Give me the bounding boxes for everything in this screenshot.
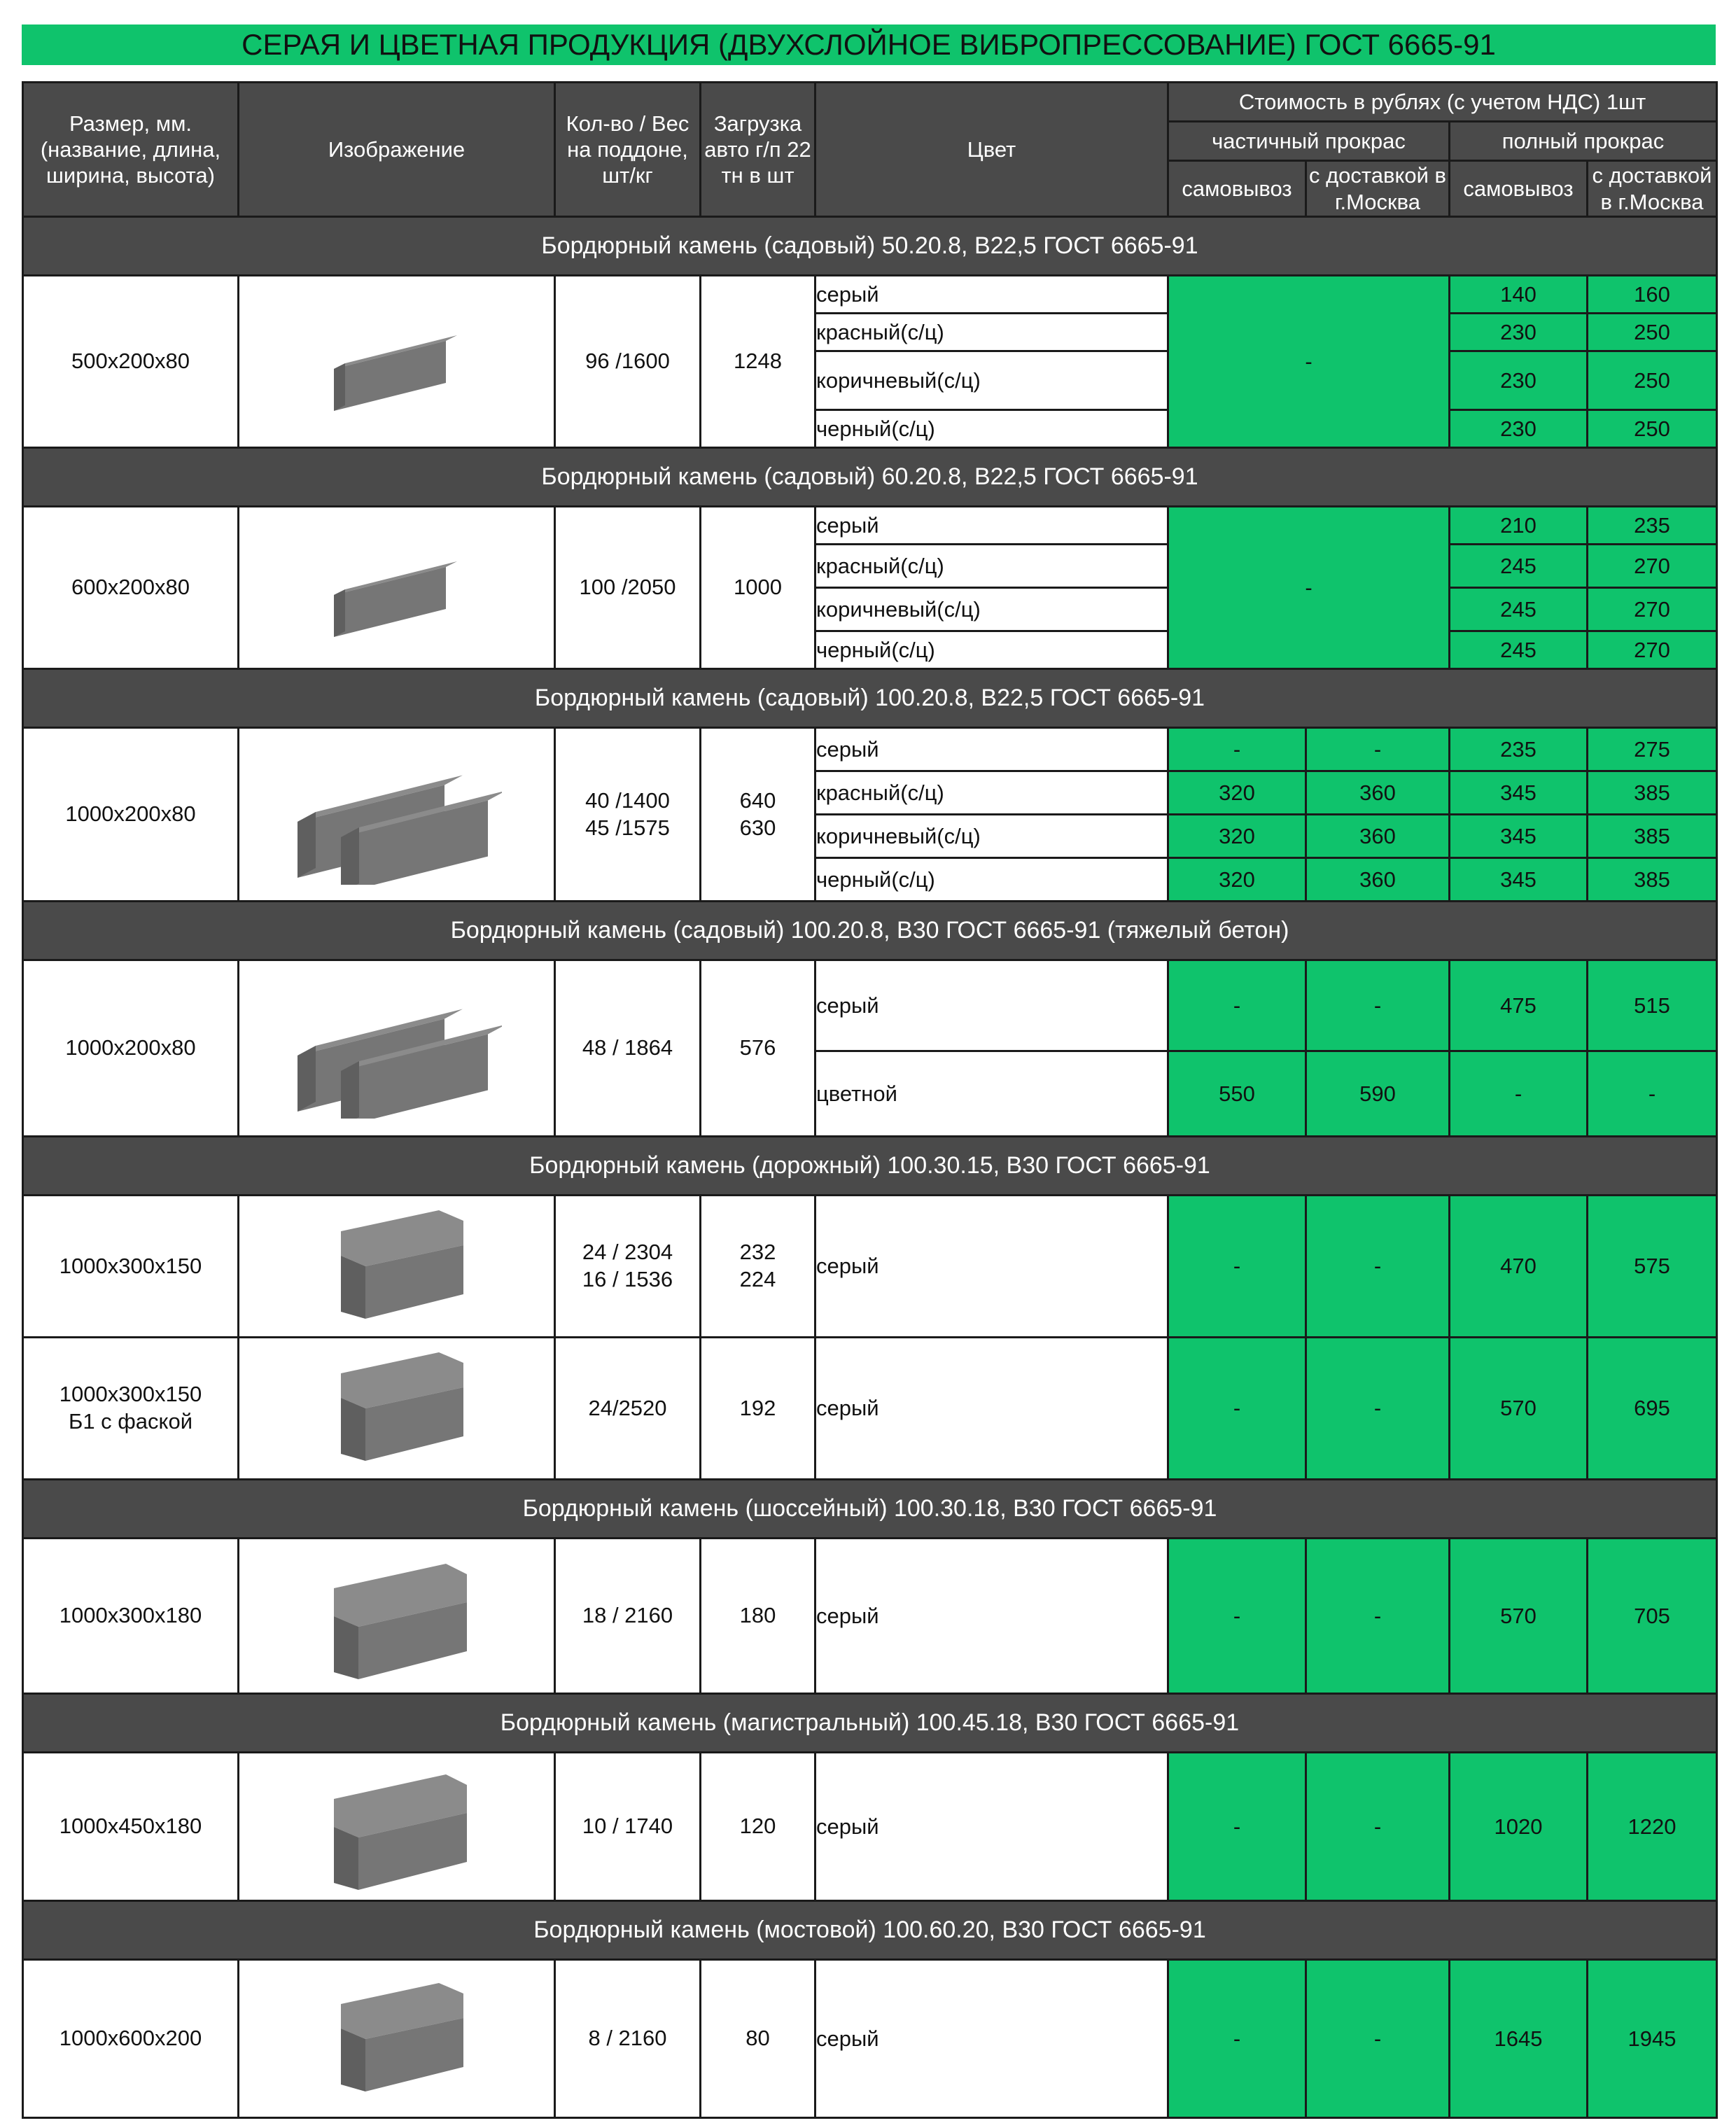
product-qty: 40 /1400 45 /1575 bbox=[555, 728, 701, 902]
road-curb-chamfered-icon bbox=[292, 1196, 502, 1336]
full-delivery-price: - bbox=[1588, 1051, 1717, 1137]
header-full-pickup: самовывоз bbox=[1450, 161, 1588, 217]
page-title: СЕРАЯ И ЦВЕТНАЯ ПРОДУКЦИЯ (ДВУХСЛОЙНОЕ ВИБРОПРЕССОВАНИЕ) ГОСТ 6665-91 bbox=[22, 24, 1716, 65]
product-qty: 100 /2050 bbox=[555, 507, 701, 669]
product-qty: 24 / 2304 16 / 1536 bbox=[555, 1196, 701, 1338]
product-size: 600х200х80 bbox=[23, 507, 239, 669]
color-name: серый bbox=[816, 1539, 1168, 1694]
product-load: 120 bbox=[701, 1753, 816, 1901]
section-title: Бордюрный камень (дорожный) 100.30.15, В30 ГОСТ 6665-91 bbox=[23, 1137, 1717, 1196]
table-row bbox=[23, 1753, 1717, 1901]
section-title: Бордюрный камень (садовый) 100.20.8, В22,5 ГОСТ 6665-91 bbox=[23, 669, 1717, 728]
header-image: Изображение bbox=[239, 83, 555, 217]
header-load: Загрузка авто г/п 22 тн в шт bbox=[701, 83, 816, 217]
header-cost: Стоимость в рублях (с учетом НДС) 1шт bbox=[1168, 83, 1717, 122]
color-name: серый bbox=[816, 1753, 1168, 1901]
full-delivery-price: 250 bbox=[1588, 351, 1717, 410]
full-delivery-price: 235 bbox=[1588, 507, 1717, 545]
full-delivery-price: 385 bbox=[1588, 858, 1717, 902]
partial-pickup-price: 550 bbox=[1168, 1051, 1306, 1137]
color-name: черный(с/ц) bbox=[816, 631, 1168, 669]
full-delivery-price: 1220 bbox=[1588, 1753, 1717, 1901]
color-name: красный(с/ц) bbox=[816, 314, 1168, 351]
partial-delivery-price: - bbox=[1306, 1338, 1450, 1480]
partial-pickup-price: - bbox=[1168, 960, 1306, 1051]
full-delivery-price: 385 bbox=[1588, 815, 1717, 858]
full-pickup-price: 245 bbox=[1450, 545, 1588, 588]
table-row bbox=[23, 507, 1717, 545]
partial-delivery-price: - bbox=[1306, 728, 1450, 771]
curb-stone-single-icon bbox=[292, 292, 502, 432]
partial-delivery-price: 360 bbox=[1306, 771, 1450, 815]
full-delivery-price: 275 bbox=[1588, 728, 1717, 771]
product-image bbox=[239, 1338, 555, 1480]
product-qty: 10 / 1740 bbox=[555, 1753, 701, 1901]
product-size: 500х200х80 bbox=[23, 276, 239, 448]
section-title: Бордюрный камень (садовый) 100.20.8, В30 ГОСТ 6665-91 (тяжелый бетон) bbox=[23, 902, 1717, 960]
product-load: 232 224 bbox=[701, 1196, 816, 1338]
partial-delivery-price: - bbox=[1306, 1539, 1450, 1694]
color-name: цветной bbox=[816, 1051, 1168, 1137]
full-pickup-price: 345 bbox=[1450, 858, 1588, 902]
product-image bbox=[239, 1196, 555, 1338]
full-delivery-price: 515 bbox=[1588, 960, 1717, 1051]
color-name: красный(с/ц) bbox=[816, 771, 1168, 815]
partial-pickup-price: - bbox=[1168, 1753, 1306, 1901]
table-row bbox=[23, 1960, 1717, 2118]
full-pickup-price: 1020 bbox=[1450, 1753, 1588, 1901]
product-size: 1000х300х150 Б1 с фаской bbox=[23, 1338, 239, 1480]
section-title: Бордюрный камень (садовый) 60.20.8, В22,5 ГОСТ 6665-91 bbox=[23, 448, 1717, 507]
partial-pickup-price: - bbox=[1168, 1196, 1306, 1338]
product-size: 1000х300х180 bbox=[23, 1539, 239, 1694]
bridge-curb-icon bbox=[292, 1969, 502, 2109]
full-pickup-price: 245 bbox=[1450, 588, 1588, 631]
partial-pickup-price: 320 bbox=[1168, 815, 1306, 858]
partial-delivery-price: - bbox=[1306, 1960, 1450, 2118]
table-row bbox=[23, 728, 1717, 771]
product-size: 1000х200х80 bbox=[23, 728, 239, 902]
header-full-delivery: с доставкой в г.Москва bbox=[1588, 161, 1717, 217]
full-pickup-price: 230 bbox=[1450, 410, 1588, 448]
full-delivery-price: 705 bbox=[1588, 1539, 1717, 1694]
section-title: Бордюрный камень (садовый) 50.20.8, В22,5 ГОСТ 6665-91 bbox=[23, 217, 1717, 276]
full-delivery-price: 270 bbox=[1588, 631, 1717, 669]
partial-delivery-price: - bbox=[1306, 1753, 1450, 1901]
color-name: коричневый(с/ц) bbox=[816, 351, 1168, 410]
product-load: 576 bbox=[701, 960, 816, 1137]
product-size: 1000х300х150 bbox=[23, 1196, 239, 1338]
curb-stone-pair-icon bbox=[292, 745, 502, 885]
header-partial-delivery: с доставкой в г.Москва bbox=[1306, 161, 1450, 217]
main-road-curb-icon bbox=[292, 1757, 502, 1897]
section-title: Бордюрный камень (мостовой) 100.60.20, В30 ГОСТ 6665-91 bbox=[23, 1901, 1717, 1960]
header-full: полный прокрас bbox=[1450, 122, 1717, 161]
full-delivery-price: 385 bbox=[1588, 771, 1717, 815]
full-pickup-price: 345 bbox=[1450, 815, 1588, 858]
product-image bbox=[239, 1960, 555, 2118]
color-name: коричневый(с/ц) bbox=[816, 588, 1168, 631]
header-partial-pickup: самовывоз bbox=[1168, 161, 1306, 217]
full-pickup-price: 345 bbox=[1450, 771, 1588, 815]
product-size: 1000х200х80 bbox=[23, 960, 239, 1137]
full-pickup-price: 210 bbox=[1450, 507, 1588, 545]
partial-price-merged: - bbox=[1168, 276, 1450, 448]
full-pickup-price: 230 bbox=[1450, 314, 1588, 351]
full-pickup-price: 570 bbox=[1450, 1539, 1588, 1694]
color-name: коричневый(с/ц) bbox=[816, 815, 1168, 858]
table-row bbox=[23, 960, 1717, 1051]
color-name: серый bbox=[816, 1960, 1168, 2118]
full-delivery-price: 270 bbox=[1588, 545, 1717, 588]
color-name: серый bbox=[816, 1338, 1168, 1480]
full-delivery-price: 250 bbox=[1588, 410, 1717, 448]
color-name: черный(с/ц) bbox=[816, 410, 1168, 448]
full-delivery-price: 270 bbox=[1588, 588, 1717, 631]
product-image bbox=[239, 728, 555, 902]
curb-stone-single-icon bbox=[292, 518, 502, 658]
product-load: 80 bbox=[701, 1960, 816, 2118]
product-size: 1000х450х180 bbox=[23, 1753, 239, 1901]
header-size: Размер, мм. (название, длина, ширина, высота) bbox=[23, 83, 239, 217]
full-delivery-price: 250 bbox=[1588, 314, 1717, 351]
full-pickup-price: 235 bbox=[1450, 728, 1588, 771]
product-load: 640 630 bbox=[701, 728, 816, 902]
color-name: серый bbox=[816, 507, 1168, 545]
product-load: 180 bbox=[701, 1539, 816, 1694]
full-delivery-price: 575 bbox=[1588, 1196, 1717, 1338]
partial-pickup-price: 320 bbox=[1168, 858, 1306, 902]
highway-curb-icon bbox=[292, 1546, 502, 1686]
full-pickup-price: 570 bbox=[1450, 1338, 1588, 1480]
full-delivery-price: 160 bbox=[1588, 276, 1717, 314]
product-load: 192 bbox=[701, 1338, 816, 1480]
color-name: серый bbox=[816, 276, 1168, 314]
table-row bbox=[23, 1338, 1717, 1480]
partial-pickup-price: - bbox=[1168, 728, 1306, 771]
product-qty: 48 / 1864 bbox=[555, 960, 701, 1137]
product-load: 1000 bbox=[701, 507, 816, 669]
product-image bbox=[239, 1539, 555, 1694]
product-size: 1000х600х200 bbox=[23, 1960, 239, 2118]
color-name: черный(с/ц) bbox=[816, 858, 1168, 902]
full-pickup-price: 245 bbox=[1450, 631, 1588, 669]
curb-stone-pair-icon bbox=[292, 979, 502, 1119]
price-table bbox=[22, 81, 1718, 2119]
partial-delivery-price: - bbox=[1306, 960, 1450, 1051]
full-pickup-price: 140 bbox=[1450, 276, 1588, 314]
product-image bbox=[239, 507, 555, 669]
section-title: Бордюрный камень (шоссейный) 100.30.18, В30 ГОСТ 6665-91 bbox=[23, 1480, 1717, 1539]
full-delivery-price: 695 bbox=[1588, 1338, 1717, 1480]
product-qty: 18 / 2160 bbox=[555, 1539, 701, 1694]
partial-pickup-price: - bbox=[1168, 1539, 1306, 1694]
partial-price-merged: - bbox=[1168, 507, 1450, 669]
color-name: серый bbox=[816, 1196, 1168, 1338]
product-qty: 24/2520 bbox=[555, 1338, 701, 1480]
color-name: серый bbox=[816, 728, 1168, 771]
table-row bbox=[23, 1196, 1717, 1338]
partial-delivery-price: 360 bbox=[1306, 858, 1450, 902]
color-name: серый bbox=[816, 960, 1168, 1051]
section-title: Бордюрный камень (магистральный) 100.45.18, В30 ГОСТ 6665-91 bbox=[23, 1694, 1717, 1753]
product-image bbox=[239, 960, 555, 1137]
table-row bbox=[23, 1539, 1717, 1694]
partial-pickup-price: 320 bbox=[1168, 771, 1306, 815]
full-pickup-price: 475 bbox=[1450, 960, 1588, 1051]
product-qty: 8 / 2160 bbox=[555, 1960, 701, 2118]
product-image bbox=[239, 1753, 555, 1901]
full-pickup-price: 1645 bbox=[1450, 1960, 1588, 2118]
product-load: 1248 bbox=[701, 276, 816, 448]
header-color: Цвет bbox=[816, 83, 1168, 217]
partial-delivery-price: 590 bbox=[1306, 1051, 1450, 1137]
partial-delivery-price: - bbox=[1306, 1196, 1450, 1338]
partial-pickup-price: - bbox=[1168, 1338, 1306, 1480]
color-name: красный(с/ц) bbox=[816, 545, 1168, 588]
full-delivery-price: 1945 bbox=[1588, 1960, 1717, 2118]
header-partial: частичный прокрас bbox=[1168, 122, 1450, 161]
full-pickup-price: - bbox=[1450, 1051, 1588, 1137]
partial-pickup-price: - bbox=[1168, 1960, 1306, 2118]
table-row bbox=[23, 276, 1717, 314]
partial-delivery-price: 360 bbox=[1306, 815, 1450, 858]
full-pickup-price: 470 bbox=[1450, 1196, 1588, 1338]
product-qty: 96 /1600 bbox=[555, 276, 701, 448]
header-qty: Кол-во / Вес на поддоне, шт/кг bbox=[555, 83, 701, 217]
road-curb-chamfered-icon bbox=[292, 1338, 502, 1478]
product-image bbox=[239, 276, 555, 448]
full-pickup-price: 230 bbox=[1450, 351, 1588, 410]
